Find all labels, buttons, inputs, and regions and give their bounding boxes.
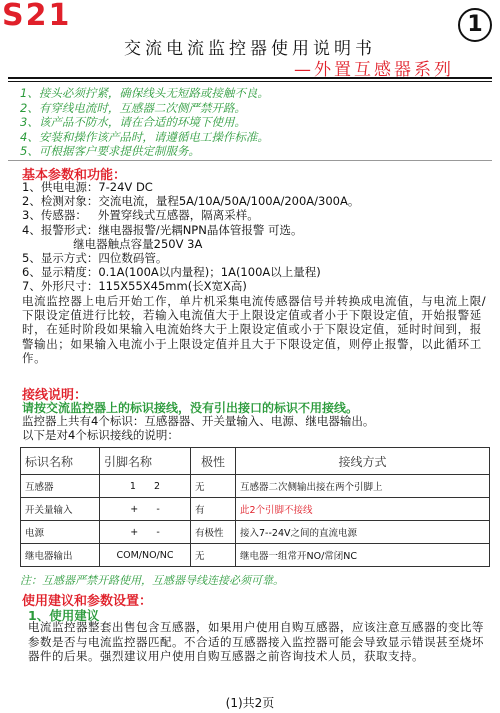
working-principle: 电流监控器上电后开始工作，单片机采集电流传感器信号并转换成电流值，与电流上限/下限设定值进行比较，若输入电流值大于上限设定值或者小于下限设定值，开始报警延时，在延时阶段如果输入电流始终大于上限设定值或小于下限设定值，延时时间到，报警输出；如果输入电流小于上限设定值并且大于下限设定值，则停止报警，以此循环工作。 [22, 294, 487, 365]
note-item: 5、可根据客户要求提供定制服务。 [20, 144, 200, 158]
note-item: 1、接头必须拧紧，确保线头无短路或接触不良。 [20, 86, 269, 100]
wiring-hint: 请按交流监控器上的标识接线，没有引出接口的标识不用接线。 [22, 401, 359, 415]
table-cell: 有 [191, 498, 236, 521]
param-line: 7、外形尺寸：115X55X45mm(长X宽X高) [22, 279, 247, 294]
table-cell: 互感器二次侧输出接在两个引脚上 [236, 475, 490, 498]
col-header: 接线方式 [236, 448, 490, 475]
param-line: 4、报警形式：继电器报警/光耦NPN晶体管报警 可选。 [22, 222, 303, 237]
col-header: 极性 [191, 448, 236, 475]
table-row [21, 498, 490, 521]
param-line: 2、检测对象：交流电流，量程5A/10A/50A/100A/200A/300A。 [22, 194, 360, 209]
param-line: 1、供电电源：7-24V DC [22, 180, 153, 194]
note-item: 3、该产品不防水，请在合适的环境下使用。 [20, 115, 246, 129]
table-cell: 有极性 [191, 521, 236, 544]
table-row [21, 521, 490, 544]
section-heading-usage: 使用建议和参数设置： [22, 594, 153, 609]
table-cell: 继电器输出 [21, 544, 100, 567]
page-number-circle: 1 [458, 8, 492, 42]
usage-advice: 电流监控器整套出售包含互感器，如果用户使用自购互感器，应该注意互感器的变比等参数是否与电流监控器匹配。不合适的互感器接入监控器可能会导致显示错误甚至烧坏器件的后果。强烈建议用户使用自购互感器之前咨询技术人员，获取支持。 [28, 620, 484, 663]
basic-parameters [22, 180, 490, 294]
model-code: S21 [2, 0, 72, 33]
table-row [21, 544, 490, 567]
wiring-table [20, 447, 490, 567]
table-header-row [21, 448, 490, 475]
table-cell: + - [100, 521, 191, 544]
param-line: 继电器触点容量250V 3A [22, 236, 203, 251]
page-footer: (1)共2页 [225, 696, 275, 710]
table-cell: 此2个引脚不接线 [236, 498, 490, 521]
document-subtitle: —外置互感器系列 [294, 60, 454, 80]
document-title: 交流电流监控器使用说明书 [124, 39, 376, 59]
section-heading-basic: 基本参数和功能： [22, 168, 127, 183]
table-cell: + - [100, 498, 191, 521]
divider [8, 77, 492, 79]
section-heading-wiring: 接线说明： [22, 388, 88, 403]
wiring-line: 以下是对4个标识接线的说明： [22, 428, 179, 442]
note-item: 2、有穿线电流时，互感器二次侧严禁开路。 [20, 100, 246, 115]
wiring-line: 监控器上共有4个标识：互感器器、开关量输入、电源、继电器输出。 [22, 414, 375, 428]
table-cell: 电源 [21, 521, 100, 544]
note-item: 4、安装和操作该产品时，请遵循电工操作标准。 [20, 129, 269, 144]
param-line: 3、传感器： 外置穿线式互感器，隔离采样。 [22, 208, 259, 223]
wiring-intro [22, 414, 374, 442]
table-cell: 开关量输入 [21, 498, 100, 521]
table-cell: 无 [191, 475, 236, 498]
table-cell: 无 [191, 544, 236, 567]
divider [8, 160, 492, 161]
usage-subheading: 1、使用建议 [28, 608, 100, 623]
table-cell: 1 2 [100, 475, 191, 498]
param-line: 6、显示精度：0.1A(100A以内量程)；1A(100A以上量程) [22, 265, 321, 280]
table-cell: 互感器 [21, 475, 100, 498]
safety-notes [20, 86, 269, 159]
wiring-warning: 注：互感器严禁开路使用，互感器导线连接必须可靠。 [20, 574, 284, 587]
table-cell: 接入7--24V之间的直流电源 [236, 521, 490, 544]
table-cell: 继电器一组常开NO/常闭NC [236, 544, 490, 567]
table-row [21, 475, 490, 498]
table-cell: COM/NO/NC [100, 544, 191, 567]
col-header: 引脚名称 [100, 448, 191, 475]
divider [8, 81, 492, 82]
col-header: 标识名称 [21, 448, 100, 475]
param-line: 5、显示方式：四位数码管。 [22, 251, 168, 266]
